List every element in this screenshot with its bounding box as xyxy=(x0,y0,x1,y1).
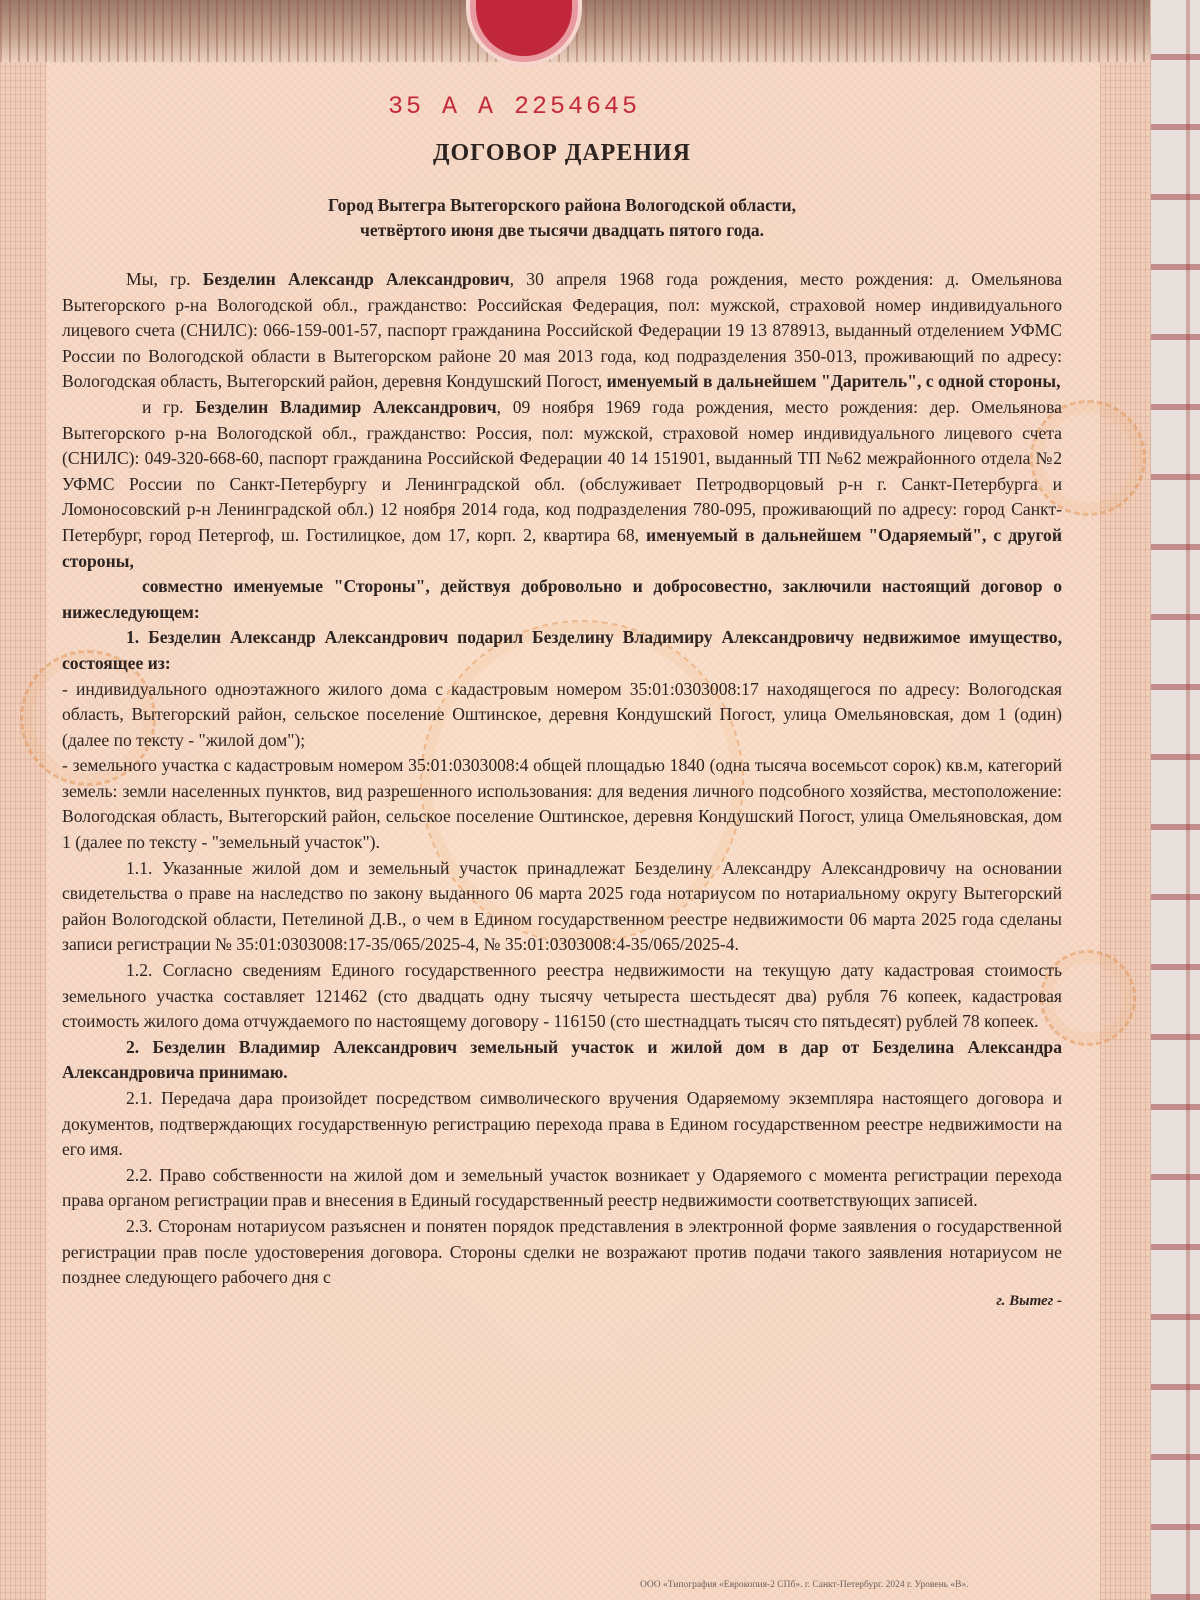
parties-text: совместно именуемые "Стороны", действуя добровольно и добросовестно, заключили настоящий договор о нижеследующем: xyxy=(62,576,1062,622)
clause-2 xyxy=(62,1035,1062,1086)
place-line: Город Вытегра Вытегорского района Вологодской области, xyxy=(328,195,796,215)
date-line: четвёртого июня две тысячи двадцать пятого года. xyxy=(360,220,764,240)
donor-name: Безделин Александр Александрович xyxy=(202,269,510,289)
clause-2-1: 2.1. Передача дара произойдет посредством символического вручения Одаряемому экземпляра настоящего договора и документов, подтверждающих государственную регистрацию перехода права в Едином государственном реестре недвижимости на его имя. xyxy=(62,1088,1062,1160)
blank-serial-number: 35 А А 2254645 xyxy=(388,92,641,121)
document-title: ДОГОВОР ДАРЕНИЯ xyxy=(432,140,692,166)
text-fragment: , 30 апреля 1968 года рождения, место рождения: д. Омельянова Вытегорского р-на Вологодской обл., гражданство: Российская Федерация, пол: мужской, страховой номер индивидуального лицевого счета (СНИЛС): 066-159-001-57, паспорт гражданина Российской Федерации 19 13 878913, выданный отделением УФМС России по Вологодской области в Вытегорском районе 20 мая 2013 года, код подразделения 350-013, проживающий по адресу: Вологодская область, Вытегорский район, деревня Кондушский Погост, xyxy=(62,269,1063,392)
continuation-marker: г. Вытег - xyxy=(996,1292,1062,1309)
clause-1-1: 1.1. Указанные жилой дом и земельный участок принадлежат Безделину Александру Александровичу на основании свидетельства о праве на наследство по закону выданного 06 марта 2025 года нотариусом по нотариальному округу Вытегорский район Вологодской области, Петелиной Д.В., о чем в Едином государственном реестре недвижимости 06 марта 2025 года сделаны записи регистрации № 35:01:0303008:17-35/065/2025-4, № 35:01:0303008:4-35/065/2025-4. xyxy=(62,857,1062,955)
document-body xyxy=(62,90,1062,1310)
paragraph-donor xyxy=(62,267,1062,395)
right-guilloche-border xyxy=(1100,0,1150,1600)
printer-imprint: ООО «Типография «Еврокопия-2 СПб». г. Санкт-Петербург. 2024 г. Уровень «В». xyxy=(640,1580,969,1590)
left-guilloche-border xyxy=(0,0,46,1600)
text-fragment: , 09 ноября 1969 года рождения, место рождения: дер. Омельянова Вытегорского р-на Вологодской обл., гражданство: Россия, пол: мужской, страховой номер индивидуального лицевого счета (СНИЛС): 049-320-668-60, паспорт гражданина Российской Федерации 40 14 151901, выданный ТП №62 межрайонного отдела №2 УФМС России по Санкт-Петербургу и Ленинградской обл. (обслуживает Петродворцовый р-н г. Санкт-Петербурга и Ломоносовский р-н Ленинградской обл.) 12 ноября 2014 года, код подразделения 780-095, проживающий по адресу: город Санкт-Петербург, город Петергоф, ш. Гостилицкое, дом 17, корп. 2, квартира 68, xyxy=(62,396,1062,545)
clause-1 xyxy=(62,625,1062,676)
paragraph-recipient xyxy=(62,395,1062,574)
clause-2-2: 2.2. Право собственности на жилой дом и земельный участок возникает у Одаряемого с момента регистрации перехода права органом регистрации прав и внесения в Единый государственный реестр недвижимости соответствующих записей. xyxy=(62,1164,1062,1211)
clause-1-text: 1. Безделин Александр Александрович подарил Безделину Владимиру Александровичу недвижимое имущество, состоящее из: xyxy=(62,627,1062,673)
recipient-name: Безделин Владимир Александрович xyxy=(195,396,497,417)
text-fragment: и гр. xyxy=(142,396,196,417)
item-house: - индивидуального одноэтажного жилого дома с кадастровым номером 35:01:0303008:17 находящегося по адресу: Вологодская область, Вытегорский район, сельское поселение Оштинское, деревня Кондушский Погост, улица Омельяновская, дом 1 (один) (далее по тексту - "жилой дом"); xyxy=(62,678,1062,750)
text-fragment: Мы, гр. xyxy=(126,269,203,289)
top-ornament-band xyxy=(0,0,1150,62)
recipient-role: именуемый в дальнейшем "Одаряемый", с другой стороны, xyxy=(62,524,1062,571)
paragraph-parties xyxy=(62,574,1062,625)
clause-1-2: 1.2. Согласно сведениям Единого государственного реестра недвижимости на текущую дату кадастровая стоимость земельного участка составляет 121462 (сто двадцать одну тысячу четыреста шестьдесят два) рубля 76 копеек, кадастровая стоимость жилого дома отчуждаемого по настоящему договору - 116150 (сто шестнадцать тысяч сто пятьдесят) рублей 78 копеек. xyxy=(62,960,1062,1032)
place-date xyxy=(62,193,1062,243)
clause-2-3: 2.3. Сторонам нотариусом разъяснен и понятен порядок представления в электронной форме заявления о государственной регистрации прав после удостоверения договора. Стороны сделки не возражают против подачи такого заявления нотариусом не позднее следующего рабочего дня с xyxy=(62,1215,1062,1288)
donor-role: именуемый в дальнейшем "Даритель", с одной стороны, xyxy=(606,371,1061,392)
clause-2-text: 2. Безделин Владимир Александрович земельный участок и жилой дом в дар от Безделина Александра Александровича принимаю. xyxy=(62,1036,1062,1083)
item-land: - земельного участка с кадастровым номером 35:01:0303008:4 общей площадью 1840 (одна тысяча восемьсот сорок) кв.м, категорий земель: земли населенных пунктов, вид разрешенного использования: для ведения личного подсобного хозяйства, местоположение: Вологодская область, Вытегорский район, сельское поселение Оштинское, деревня Кондушский Погост, улица Омельяновская, дом 1 (далее по тексту - "земельный участок"). xyxy=(62,755,1062,853)
